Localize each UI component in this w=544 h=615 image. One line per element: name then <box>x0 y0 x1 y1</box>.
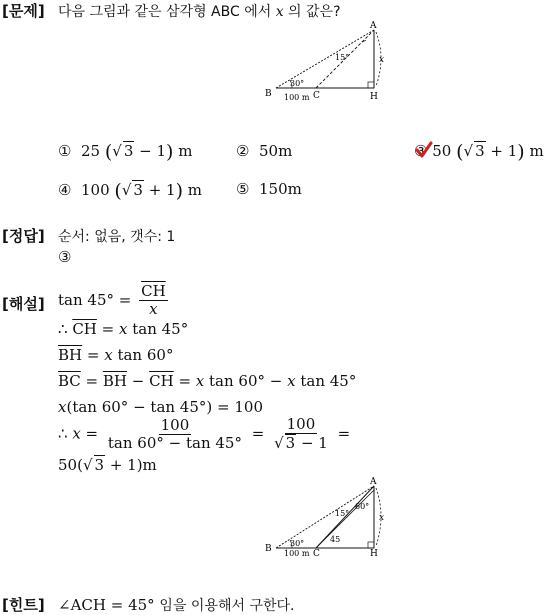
solution-figure <box>262 476 394 560</box>
fig1-label-x: x <box>379 55 385 65</box>
fig2-angle-45: 45 <box>330 535 341 544</box>
solution-label: [해설] <box>2 295 45 313</box>
fig2-label-h: H <box>370 549 378 559</box>
fig2-angle-a: 15° <box>335 509 350 518</box>
fig2-label-x: x <box>379 513 385 523</box>
choice-4-num: ④ <box>58 181 72 199</box>
problem-label: [문제] <box>2 2 45 20</box>
choice-3-marked <box>414 142 427 160</box>
fig1-label-b: B <box>265 89 272 99</box>
fig1-label-h: H <box>370 92 378 102</box>
fig1-label-c: C <box>313 91 320 101</box>
hint-text: ∠ACH = 45° 임을 이용해서 구한다. <box>58 596 295 614</box>
solution-line-5: x(tan 60° − tan 45°) = 100 <box>58 398 263 416</box>
fig2-label-a: A <box>370 477 377 487</box>
choice-3-num: ③ <box>414 142 428 160</box>
solution-line-2: ∴ $\overline{CH} = x$ tan 45° <box>58 320 189 338</box>
choice-1[interactable]: ① 25 (√ 3 − 1) m <box>58 141 193 163</box>
fig2-label-b: B <box>265 544 272 554</box>
fig2-base: 100 m <box>284 549 310 558</box>
checkmark-icon <box>415 141 433 159</box>
fig2-angle-60: 60° <box>355 502 370 511</box>
solution-line-1: tan 45° = $\frac{\overline{CH}}{x}$ <box>58 282 166 319</box>
solution-line-7: 50(√ 3 + 1)m <box>58 456 157 474</box>
choice-5-num: ⑤ <box>236 180 250 198</box>
choice-3[interactable]: ③ 50 (√ 3 + 1) m <box>414 141 544 163</box>
problem-figure <box>262 20 394 104</box>
choice-1-num: ① <box>58 142 72 160</box>
fig1-base: 100 m <box>284 93 310 102</box>
answer-label: [정답] <box>2 227 45 245</box>
fig1-angle-b: 30° <box>290 79 305 88</box>
fig1-label-a: A <box>370 21 377 31</box>
answer-value: ③ <box>58 248 72 266</box>
problem-question: 다음 그림과 같은 삼각형 ABC 에서 x 의 값은? <box>58 4 341 20</box>
choice-2-num: ② <box>236 142 250 160</box>
solution-line-6: ∴ x = $\frac{100}{\tan 60^\circ - \tan 45^\circ}$ = $\frac{100}{√ 3 - 1}$ = <box>58 415 351 453</box>
fig2-angle-b: 30° <box>290 539 305 548</box>
fig2-label-c: C <box>313 549 320 559</box>
hint-label: [힌트] <box>2 596 45 614</box>
choice-2[interactable]: ② 50m <box>236 142 293 160</box>
solution-line-3: $\overline{BH} = x$ tan 60° <box>58 346 174 364</box>
solution-line-4: $\overline{BC} = \overline{BH} - \overline{CH} = x$ tan 60° − x tan 45° <box>58 372 357 390</box>
choice-4[interactable]: ④ 100 (√ 3 + 1) m <box>58 180 202 202</box>
fig1-angle-a: 15° <box>335 53 350 62</box>
choice-5[interactable]: ⑤ 150m <box>236 180 302 198</box>
answer-meta: 순서: 없음, 갯수: 1 <box>58 229 176 245</box>
